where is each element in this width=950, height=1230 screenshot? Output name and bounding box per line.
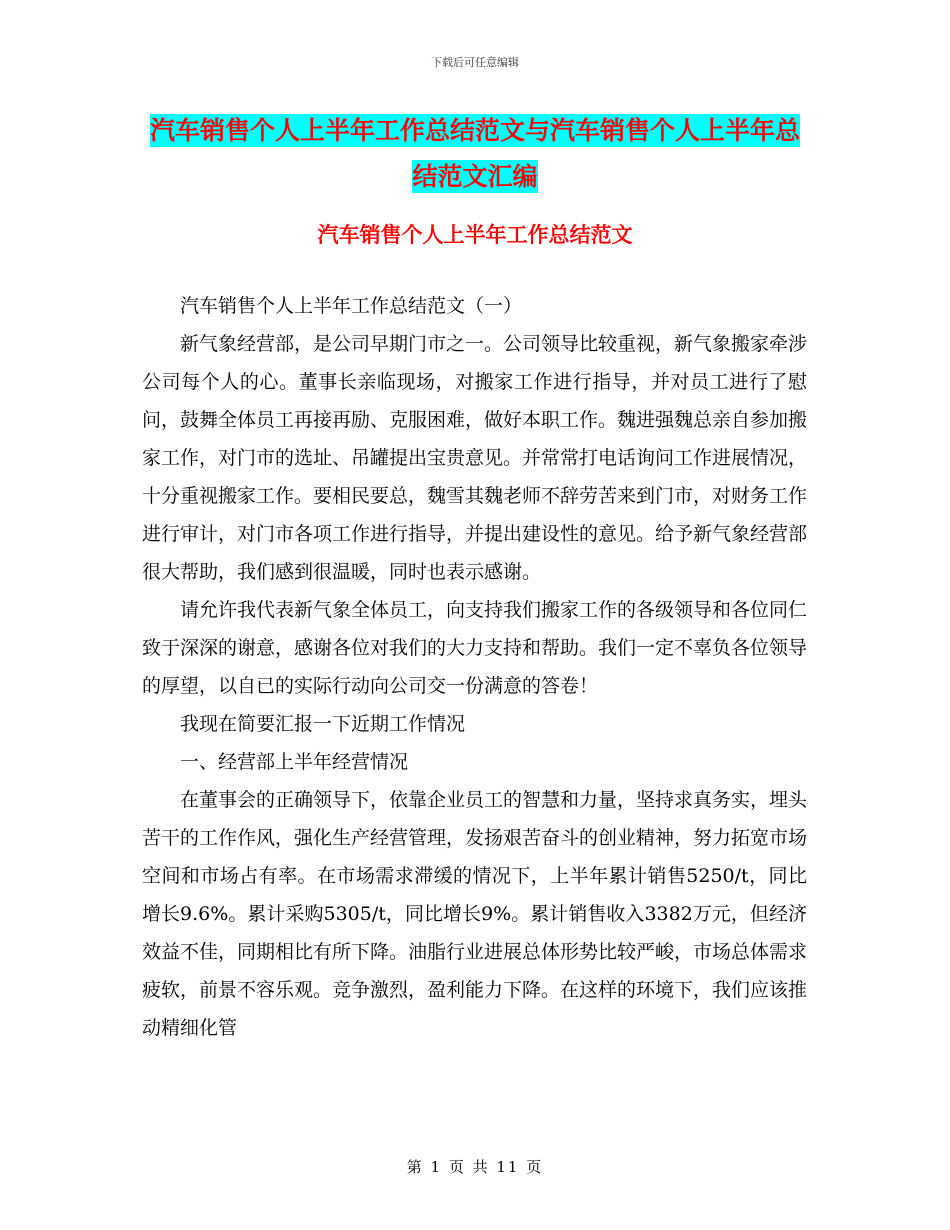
paragraph: 请允许我代表新气象全体员工，向支持我们搬家工作的各级领导和各位同仁致于深深的谢意，感谢各位对我们的大力支持和帮助。我们一定不辜负各位领导的厚望，以自已的实际行动向公司交一份满意的答卷！ <box>142 599 808 697</box>
document-title-text: 汽车销售个人上半年工作总结范文与汽车销售个人上半年总结范文汇编 <box>149 116 800 191</box>
document-title <box>140 108 810 200</box>
paragraph: 新气象经营部，是公司早期门市之一。公司领导比较重视，新气象搬家牵涉公司每个人的心。董事长亲临现场，对搬家工作进行指导，并对员工进行了慰问，鼓舞全体员工再接再励、克服困难，做好本职工作。魏进强魏总亲自参加搬家工作，对门市的选址、吊罐提出宝贵意见。并常常打电话询问工作进展情况，十分重视搬家工作。要相民要总，魏雪其魏老师不辞劳苦来到门市，对财务工作进行审计，对门市各项工作进行指导，并提出建设性的意见。给予新气象经营部很大帮助，我们感到很温暖，同时也表示感谢。 <box>142 333 808 583</box>
paragraph-heading: 汽车销售个人上半年工作总结范文（一） <box>180 295 523 317</box>
paragraph: 我现在简要汇报一下近期工作情况 <box>180 713 466 735</box>
document-body <box>142 287 807 1047</box>
header-note: 下载后可任意编辑 <box>431 56 519 69</box>
section-title: 汽车销售个人上半年工作总结范文 <box>317 223 633 247</box>
paragraph: 在董事会的正确领导下，依靠企业员工的智慧和力量，坚持求真务实，埋头苦干的工作作风，强化生产经营管理，发扬艰苦奋斗的创业精神，努力拓宽市场空间和市场占有率。在市场需求滞缓的情况下，上半年累计销售5250/t，同比增长9.6%。累计采购5305/t，同比增长9%。累计销售收入3382万元，但经济效益不佳，同期相比有所下降。油脂行业进展总体形势比较严峻，市场总体需求疲软，前景不容乐观。竞争激烈，盈利能力下降。在这样的环境下，我们应该推动精细化管 <box>142 789 808 1039</box>
page-number: 第 1 页 共 11 页 <box>406 1158 544 1176</box>
paragraph-heading: 一、经营部上半年经营情况 <box>180 751 409 773</box>
